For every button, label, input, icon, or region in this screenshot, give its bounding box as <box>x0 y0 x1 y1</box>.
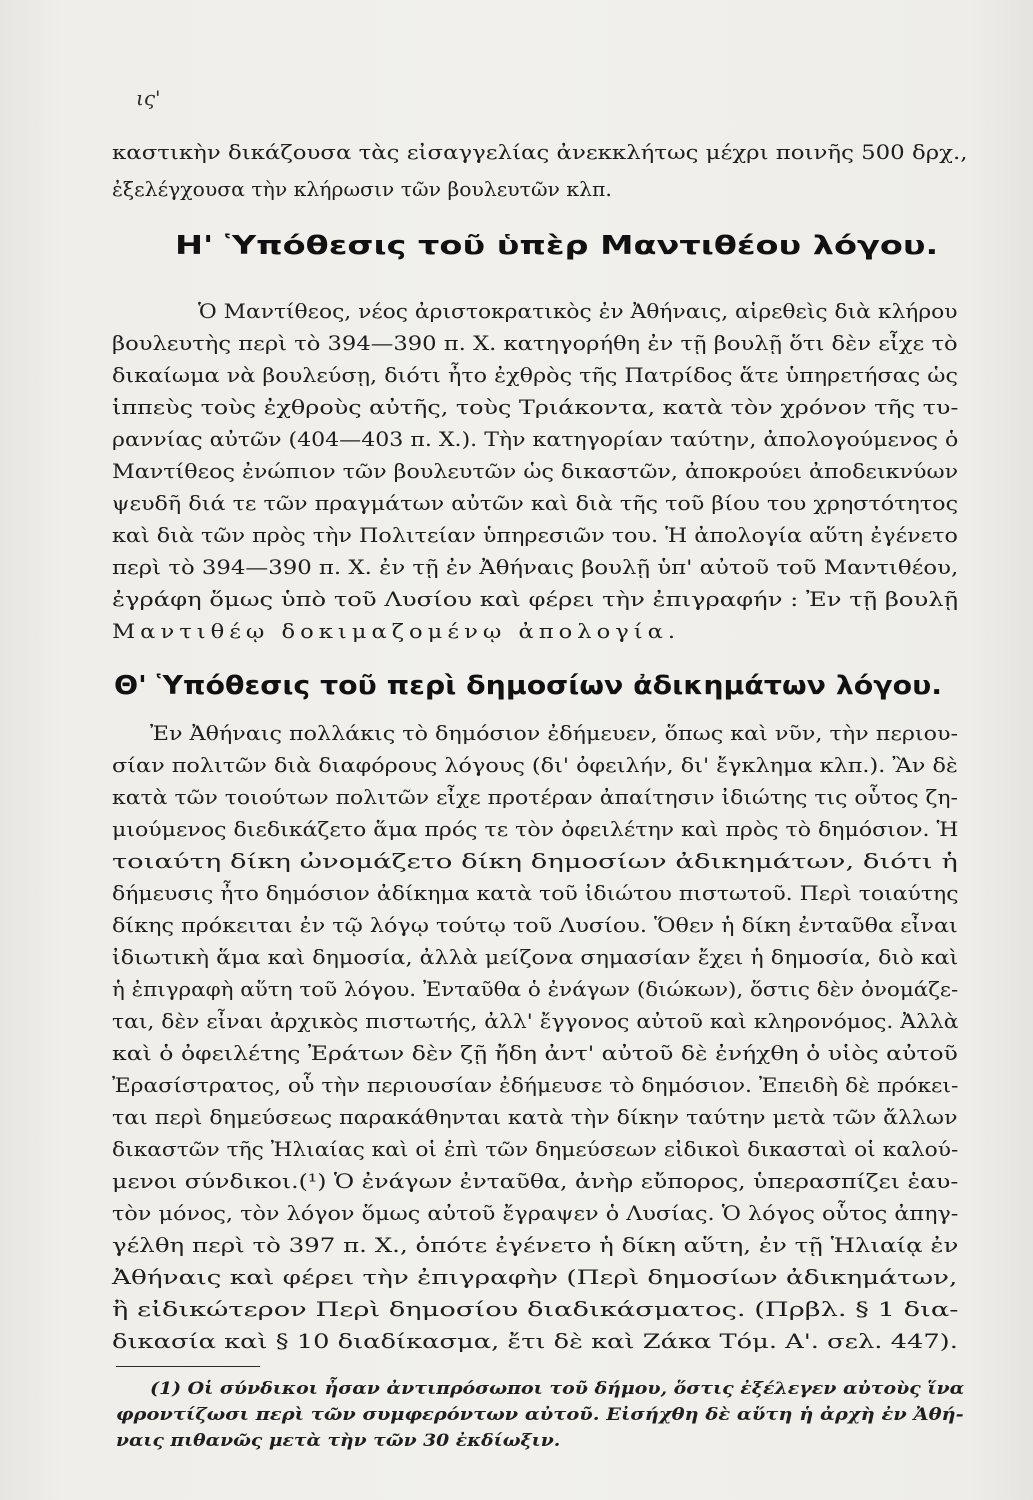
text-line: Ἀθήναις καὶ φέρει τὴν ἐπιγραφὴν (Περὶ δημοσίων ἀδικημάτων, <box>112 1266 958 1289</box>
text-line: ἐγράφη ὅμως ὑπὸ τοῦ Λυσίου καὶ φέρει τὴν ἐπιγραφήν : Ἐν τῇ βουλῇ <box>112 588 959 611</box>
text-line: ἐξελέγχουσα τὴν κλήρωσιν τῶν βουλευτῶν κλπ. <box>112 178 612 201</box>
text-line: καὶ διὰ τῶν πρὸς τὴν Πολιτείαν ὑπηρεσιῶν του. Ἡ ἀπολογία αὕτη ἐγένετο <box>112 524 958 547</box>
text-line: Μαντίθεος ἐνώπιον τῶν βουλευτῶν ὡς δικαστῶν, ἀποκρούει ἀποδεικνύων <box>112 460 959 483</box>
footnote-line: (1) Οἱ σύνδικοι ἦσαν ἀντιπρόσωποι τοῦ δήμου, ὅστις ἐξέλεγεν αὐτοὺς ἵνα <box>150 1379 965 1399</box>
text-line: Μαντιθέῳ δοκιμαζομένῳ ἀπολογία. <box>112 620 681 643</box>
footnote-line: φροντίζωσι περὶ τῶν συμφερόντων αὐτοῦ. Εἰσήχθη δὲ αὕτη ἡ ἀρχὴ ἐν Ἀθή- <box>116 1405 964 1425</box>
text-line: καὶ ὁ ὀφειλέτης Ἐράτων δὲν ζῇ ἤδη ἀντ' αὐτοῦ δὲ ἐνήχθη ὁ υἱὸς αὐτοῦ <box>112 1042 958 1065</box>
text-line: μιούμενος διεδικάζετο ἅμα πρός τε τὸν ὀφειλέτην καὶ πρὸς τὸ δημόσιον. Ἡ <box>112 818 959 841</box>
text-line: ται, δὲν εἶναι ἀρχικὸς πιστωτής, ἀλλ' ἔγγονος αὐτοῦ καὶ κληρονόμος. Ἀλλὰ <box>112 1010 959 1033</box>
text-line: Ἐρασίστρατος, οὗ τὴν περιουσίαν ἐδήμευσε τὸ δημόσιον. Ἐπειδὴ δὲ πρόκει- <box>112 1074 959 1097</box>
text-line: δήμευσις ἦτο δημόσιον ἀδίκημα κατὰ τοῦ ἰδιώτου πιστωτοῦ. Περὶ τοιαύτης <box>112 882 959 905</box>
text-line: ἢ εἰδικώτερον Περὶ δημοσίου διαδικάσματος. (Πρβλ. § 1 δια- <box>112 1298 959 1321</box>
text-line: δίκης πρόκειται ἐν τῷ λόγῳ τούτῳ τοῦ Λυσίου. Ὅθεν ἡ δίκη ἐνταῦθα εἶναι <box>112 914 958 937</box>
text-line: ψευδῆ διά τε τῶν πραγμάτων αὐτῶν καὶ διὰ τῆς τοῦ βίου του χρηστότητος <box>112 492 959 515</box>
text-line: Ὁ Μαντίθεος, νέος ἀριστοκρατικὸς ἐν Ἀθήναις, αἱρεθεὶς διὰ κλήρου <box>198 300 958 323</box>
text-line: καστικὴν δικάζουσα τὰς εἰσαγγελίας ἀνεκκλήτως μέχρι ποινῆς 500 δρχ., <box>112 141 968 164</box>
text-line: Ἐν Ἀθήναις πολλάκις τὸ δημόσιον ἐδήμευεν, ὅπως καὶ νῦν, τὴν περιου- <box>150 722 959 745</box>
text-line: γέλθη περὶ τὸ 397 π. Χ., ὁπότε ἐγένετο ἡ δίκη αὕτη, ἐν τῇ Ἡλιαίᾳ ἐν <box>112 1234 959 1257</box>
text-line: μενοι σύνδικοι.(¹) Ὁ ἐνάγων ἐνταῦθα, ἀνὴρ εὔπορος, ὑπερασπίζει ἑαυ- <box>112 1170 959 1193</box>
footnote-rule <box>116 1366 260 1367</box>
text-line: ται περὶ δημεύσεως παρακάθηνται κατὰ τὴν δίκην ταύτην μετὰ τῶν ἄλλων <box>112 1106 958 1129</box>
section-heading-th: Θ' Ὑπόθεσις τοῦ περὶ δημοσίων ἀδικημάτων λόγου. <box>114 671 943 701</box>
text-line: ἰδιωτικὴ ἅμα καὶ δημοσία, ἀλλὰ μείζονα σημασίαν ἔχει ἡ δημοσία, διὸ καὶ <box>112 946 959 969</box>
text-line: δικαίωμα νὰ βουλεύσῃ, διότι ἦτο ἐχθρὸς τῆς Πατρίδος ἅτε ὑπηρετήσας ὡς <box>112 364 958 387</box>
text-line: ραννίας αὐτῶν (404—403 π. Χ.). Τὴν κατηγορίαν ταύτην, ἀπολογούμενος ὁ <box>112 428 959 451</box>
text-line: δικασία καὶ § 10 διαδίκασμα, ἔτι δὲ καὶ Ζάκα Τόμ. Α'. σελ. 447). <box>112 1330 958 1353</box>
text-line: κατὰ τῶν τοιούτων πολιτῶν εἶχε προτέραν ἀπαίτησιν ἰδιώτης τις οὗτος ζη- <box>112 786 958 809</box>
section-heading-h: Η' Ὑπόθεσις τοῦ ὑπὲρ Μαντιθέου λόγου. <box>175 231 939 261</box>
text-line: σίαν πολιτῶν διὰ διαφόρους λόγους (δι' ὀφειλήν, δι' ἔγκλημα κλπ.). Ἂν δὲ <box>112 754 958 777</box>
text-line: βουλευτὴς περὶ τὸ 394—390 π. Χ. κατηγορήθη ἐν τῇ βουλῇ ὅτι δὲν εἶχε τὸ <box>112 332 958 355</box>
text-line: ἱππεὺς τοὺς ἐχθροὺς αὐτῆς, τοὺς Τριάκοντα, κατὰ τὸν χρόνον τῆς τυ- <box>112 396 959 419</box>
text-line: δικαστῶν τῆς Ἠλιαίας καὶ οἱ ἐπὶ τῶν δημεύσεων εἰδικοὶ δικασταὶ οἱ καλού- <box>112 1138 959 1161</box>
footnote-line: ναις πιθανῶς μετὰ τὴν τῶν 30 ἐκδίωξιν. <box>116 1431 561 1451</box>
text-line: περὶ τὸ 394—390 π. Χ. ἐν τῇ ἐν Ἀθήναις βουλῇ ὑπ' αὐτοῦ τοῦ Μαντιθέου, <box>112 556 959 579</box>
text-line: τοιαύτη δίκη ὠνομάζετο δίκη δημοσίων ἀδικημάτων, διότι ἡ <box>112 850 958 873</box>
text-line: ἡ ἐπιγραφὴ αὕτη τοῦ λόγου. Ἐνταῦθα ὁ ἐνάγων (διώκων), ὅστις δὲν ὀνομάζε- <box>112 978 959 1001</box>
page-number: ις' <box>136 86 161 110</box>
text-line: τὸν μόνος, τὸν λόγον ὅμως αὐτοῦ ἔγραψεν ὁ Λυσίας. Ὁ λόγος οὗτος ἀπηγ- <box>112 1202 959 1225</box>
